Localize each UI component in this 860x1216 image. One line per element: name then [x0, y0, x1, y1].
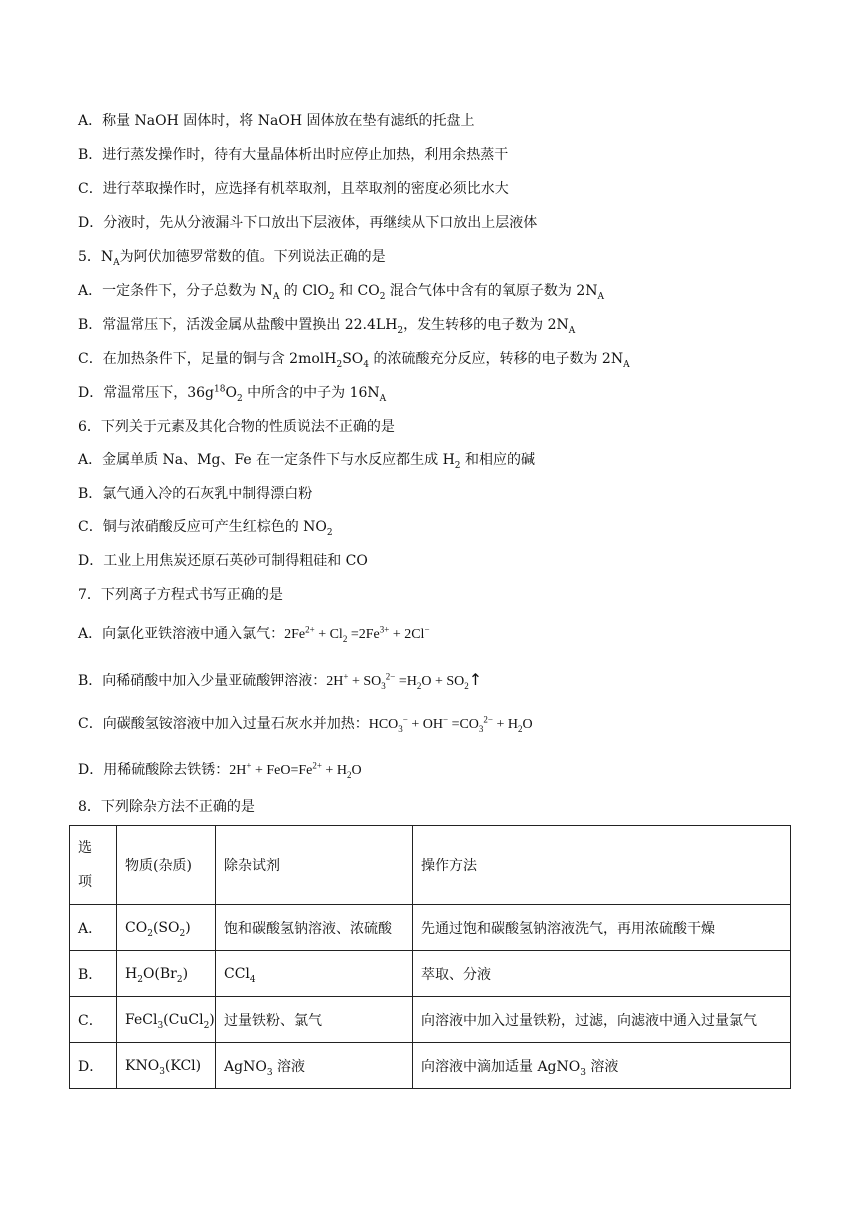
table-header-row: [70, 826, 791, 905]
row-substance: $H_2O(Br_2)$: [117, 951, 216, 997]
table-row: [70, 905, 791, 951]
row-method: 向溶液中加入过量铁粉，过滤，向滤液中通入过量氯气: [413, 997, 791, 1043]
q5-option-d: D．常温常压下，$36g^{18}O_2$ 中所含的中子为 $16N_A$: [78, 384, 387, 404]
table-row: [70, 997, 791, 1043]
q7-option-b: B．向稀硝酸中加入少量亚硫酸钾溶液：$2H^+ + SO_3^{2-} =H_2O$ + $SO_2↑$: [78, 670, 483, 691]
table-row: [70, 951, 791, 997]
q5-option-b: B．常温常压下，活泼金属从盐酸中置换出 $22.4LH_2$，发生转移的电子数为 $2N_A$: [78, 317, 576, 336]
row-option: B．: [70, 951, 117, 997]
q7-a-equation: $2Fe^{2+} + Cl_2 =2Fe^{3+} + 2Cl^-$: [284, 624, 430, 644]
q7-c-equation: $HCO_3^- + OH^- =CO_3^{2-} + H_2O$: [368, 714, 533, 734]
row-method: 萃取、分液: [413, 951, 791, 997]
q6-option-b: B．氯气通入冷的石灰乳中制得漂白粉: [78, 486, 313, 502]
row-option: D．: [70, 1043, 117, 1089]
row-reagent: AgNO$_3$ 溶液: [216, 1043, 413, 1089]
q7-option-d: D．用稀硫酸除去铁锈：$2H^+ + FeO=Fe^{2+} + H_2O$: [78, 760, 362, 780]
table-row: [70, 1043, 791, 1089]
q7-stem: 7．下列离子方程式书写正确的是: [78, 587, 283, 603]
q6-option-c: C．铜与浓硝酸反应可产生红棕色的 $NO_2$: [78, 519, 333, 538]
header-method: 操作方法: [413, 826, 791, 905]
header-reagent: 除杂试剂: [216, 826, 413, 905]
row-option: C．: [70, 997, 117, 1043]
q7-option-c: C．向碳酸氢铵溶液中加入过量石灰水并加热：$HCO_3^- + OH^- =CO_3^{2-} + H_2O$: [78, 714, 533, 734]
row-reagent: 过量铁粉、氯气: [216, 997, 413, 1043]
q6-stem: 6．下列关于元素及其化合物的性质说法不正确的是: [78, 419, 395, 435]
row-substance: $CO_2(SO_2)$: [117, 905, 216, 951]
q4-option-d: D．分液时，先从分液漏斗下口放出下层液体，再继续从下口放出上层液体: [78, 215, 538, 231]
header-substance: 物质(杂质): [117, 826, 216, 905]
gas-arrow-icon: ↑: [468, 670, 483, 689]
q5-stem: 5．$N_A$为阿伏加德罗常数的值。下列说法正确的是: [78, 249, 386, 268]
q6-option-a: A．金属单质 Na、Mg、Fe 在一定条件下与水反应都生成 $H_2$ 和相应的碱: [78, 452, 535, 471]
row-substance: FeCl$_3$(CuCl$_2$): [117, 997, 216, 1043]
header-option: 选 项: [70, 826, 117, 905]
q5-option-a: A．一定条件下，分子总数为 $N_A$ 的 ClO$_2$ 和 $CO_2$ 混合气体中含有的氧原子数为 $2N_A$: [78, 283, 605, 302]
row-method: 向溶液中滴加适量 AgNO$_3$ 溶液: [413, 1043, 791, 1089]
row-substance: $KNO_3(KCl)$: [117, 1043, 216, 1089]
q8-stem: 8．下列除杂方法不正确的是: [78, 799, 255, 815]
q7-d-equation: $2H^+ + FeO=Fe^{2+} + H_2O$: [229, 760, 362, 780]
q4-option-b: B．进行蒸发操作时，待有大量晶体析出时应停止加热，利用余热蒸干: [78, 147, 509, 163]
q7-b-equation: $2H^+ + SO_3^{2-} =H_2O$ + $SO_2↑$: [326, 670, 483, 691]
q4-option-c: C．进行萃取操作时，应选择有机萃取剂，且萃取剂的密度必须比水大: [78, 181, 509, 197]
q5-option-c: C．在加热条件下，足量的铜与含 $2molH_2SO_4$ 的浓硫酸充分反应，转移的电子数为 $2N_A$: [78, 351, 630, 370]
q8-table: [69, 825, 791, 1089]
row-reagent: CCl$_4$: [216, 951, 413, 997]
row-option: A．: [70, 905, 117, 951]
row-method: 先通过饱和碳酸氢钠溶液洗气，再用浓硫酸干燥: [413, 905, 791, 951]
q7-option-a: A．向氯化亚铁溶液中通入氯气：$2Fe^{2+} + Cl_2 =2Fe^{3+} + 2Cl^-$: [78, 624, 430, 644]
q6-option-d: D．工业上用焦炭还原石英砂可制得粗硅和 CO: [78, 553, 368, 569]
row-reagent: 饱和碳酸氢钠溶液、浓硫酸: [216, 905, 413, 951]
q4-option-a: A．称量 NaOH 固体时，将 NaOH 固体放在垫有滤纸的托盘上: [78, 113, 475, 129]
